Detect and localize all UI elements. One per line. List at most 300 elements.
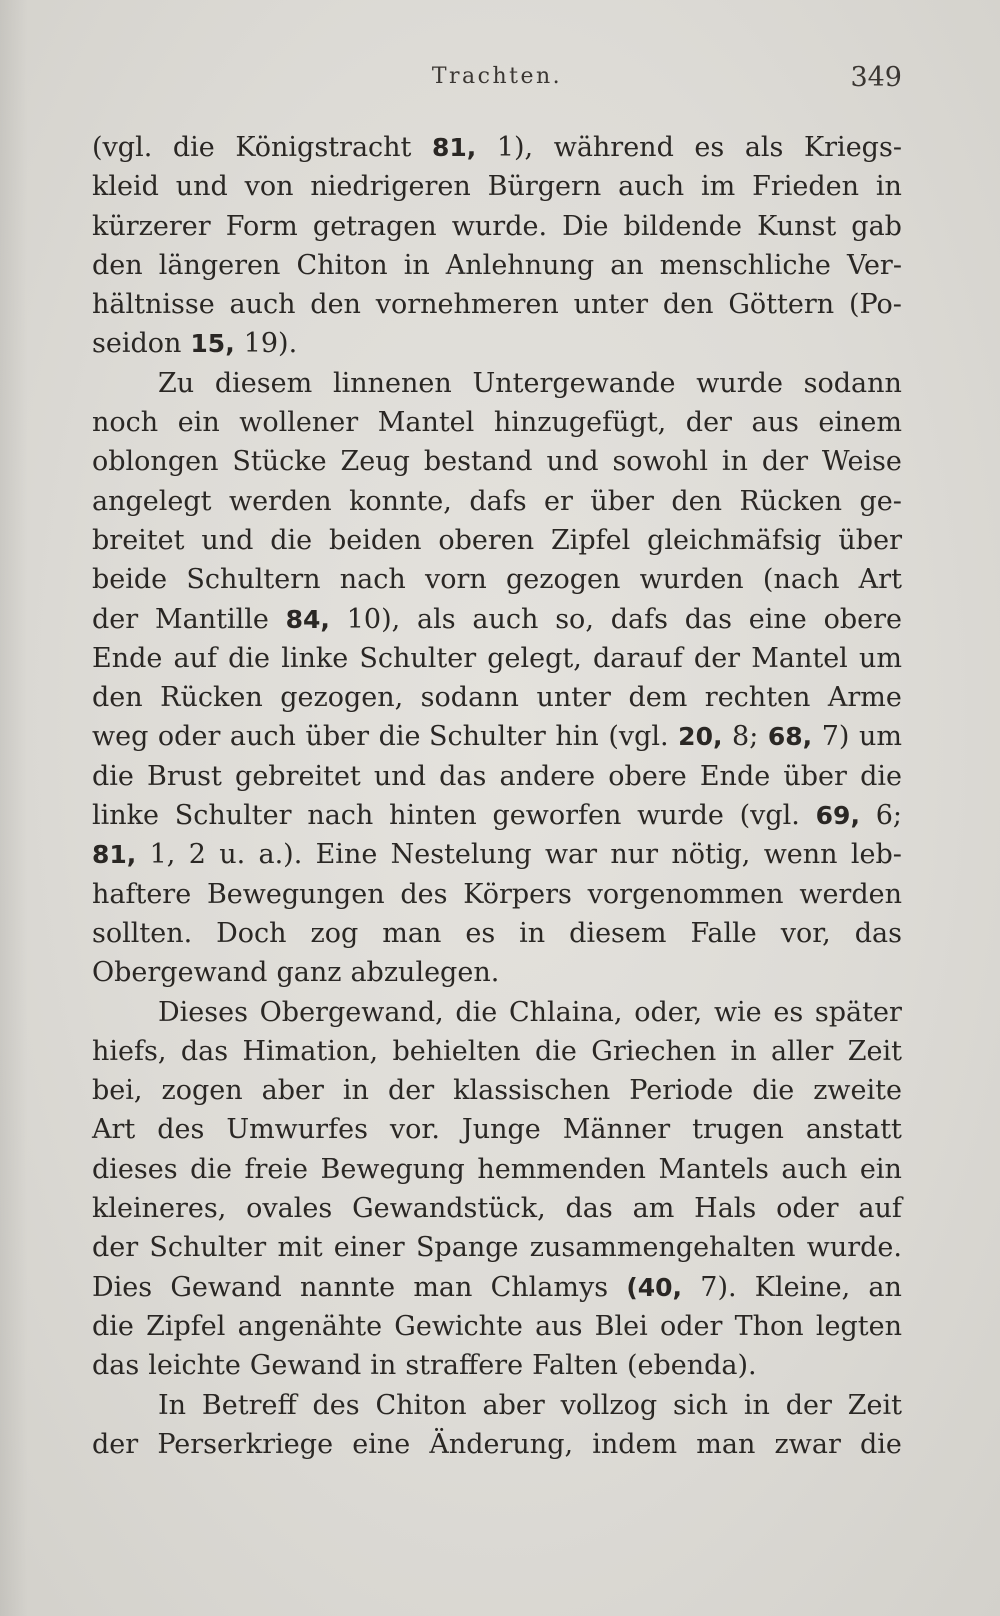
- word: auch: [229, 289, 296, 321]
- word: in: [743, 1389, 770, 1421]
- word: das: [180, 1035, 229, 1067]
- word: die: [172, 132, 215, 163]
- word: einem: [818, 407, 902, 439]
- word: an: [868, 1271, 902, 1303]
- word: gab: [851, 210, 902, 242]
- word: aus: [535, 1310, 583, 1342]
- text-line: [92, 717, 902, 756]
- word: freie: [244, 1153, 309, 1185]
- word: konnte,: [349, 485, 452, 517]
- word: Rücken: [160, 682, 263, 714]
- text-line: [92, 639, 902, 678]
- word: diesem: [569, 917, 667, 949]
- word: Junge: [461, 1114, 541, 1146]
- word: um: [858, 642, 902, 674]
- word: zweite: [813, 1075, 902, 1107]
- word: später: [814, 996, 902, 1028]
- word: von: [244, 171, 294, 203]
- word: die: [752, 1075, 795, 1107]
- word: Blei: [594, 1310, 648, 1342]
- word: eine: [352, 1428, 411, 1460]
- word: oder,: [634, 996, 703, 1028]
- word: 7): [821, 721, 850, 753]
- word: Bewegungen: [206, 878, 385, 910]
- word: nach: [339, 564, 406, 596]
- word: Männer: [562, 1114, 671, 1146]
- word: wenn: [763, 839, 838, 871]
- word: wurde: [637, 800, 724, 832]
- word: der: [92, 1428, 139, 1460]
- word: ein: [859, 1153, 902, 1185]
- word: der: [387, 1075, 435, 1107]
- word: Kunst: [757, 210, 837, 242]
- word: gleichmäfsig: [647, 524, 822, 556]
- word: Dieses: [158, 996, 248, 1028]
- word: in: [342, 1075, 369, 1107]
- word: über: [305, 721, 370, 753]
- word: Bürgern: [487, 171, 602, 203]
- word: (vgl.: [92, 132, 153, 163]
- word: als: [417, 603, 456, 635]
- word: zogen: [161, 1075, 243, 1107]
- word: angenähte: [237, 1310, 383, 1342]
- word: das: [565, 1193, 613, 1225]
- word: 1,: [149, 839, 176, 871]
- word: Ende: [92, 642, 163, 674]
- text-line: [92, 207, 902, 246]
- word: Zipfel: [146, 1310, 226, 1342]
- word: werden: [228, 485, 332, 517]
- figure-reference: 68,: [767, 722, 813, 752]
- word: der: [92, 1232, 139, 1264]
- word: Hals: [694, 1193, 757, 1225]
- text-line: [92, 1307, 902, 1346]
- word: nach: [307, 800, 374, 832]
- word: behielten: [392, 1035, 521, 1067]
- word: hinzugefügt,: [493, 407, 667, 439]
- word: oberen: [438, 524, 535, 556]
- text-line: [92, 1228, 902, 1267]
- word: Schulter: [359, 642, 477, 674]
- body-text: [92, 128, 902, 1464]
- word: kleid: [92, 171, 159, 203]
- word: angelegt: [92, 485, 212, 517]
- text-line: [92, 482, 902, 521]
- word: Umwurfes: [226, 1114, 368, 1146]
- text-line: [92, 403, 902, 442]
- word: Arme: [827, 682, 902, 714]
- word: ein: [177, 407, 220, 439]
- word: (vgl.: [608, 721, 669, 753]
- word: Weise: [821, 446, 902, 478]
- word: (nach: [762, 564, 840, 596]
- page-number: 349: [850, 62, 902, 93]
- word: man: [413, 1271, 473, 1303]
- word: vor.: [389, 1114, 440, 1146]
- word: (vgl.: [739, 800, 800, 832]
- word: Himation,: [242, 1035, 379, 1067]
- word: anstatt: [805, 1114, 902, 1146]
- word: und: [373, 760, 426, 792]
- text-line: [92, 521, 902, 560]
- word: des: [157, 1114, 205, 1146]
- word: auf: [173, 642, 217, 674]
- word: in: [519, 917, 546, 949]
- word: hemmenden: [477, 1153, 646, 1185]
- word: vornehmeren: [375, 289, 559, 321]
- word: des: [312, 1389, 360, 1421]
- word: trugen: [692, 1114, 784, 1146]
- word: indem: [592, 1428, 678, 1460]
- word: Rücken: [739, 485, 843, 517]
- text-line: [92, 442, 902, 481]
- word: Ende: [699, 760, 771, 792]
- word: oblongen: [92, 446, 219, 478]
- word: Gewand: [249, 1350, 362, 1382]
- word: Obergewand,: [259, 996, 444, 1028]
- figure-reference: 69,: [815, 801, 860, 831]
- word: werden: [799, 878, 902, 910]
- word: Mantel: [751, 642, 848, 674]
- word: hin: [555, 721, 599, 753]
- word: oder: [157, 721, 221, 753]
- word: Falle: [690, 917, 757, 949]
- word: Falten: [532, 1350, 618, 1382]
- word: sowohl: [612, 446, 708, 478]
- word: Thon: [734, 1310, 804, 1342]
- running-title: Trachten.: [431, 64, 563, 89]
- word: in: [403, 249, 430, 281]
- word: Chiton: [296, 249, 388, 281]
- word: so,: [555, 603, 594, 635]
- word: die: [534, 1035, 577, 1067]
- word: Gewand: [170, 1271, 282, 1303]
- word: aber: [482, 1389, 545, 1421]
- word: Königstracht: [235, 132, 412, 163]
- word: oder: [776, 1193, 839, 1225]
- word: Göttern: [728, 289, 835, 321]
- word: ovales: [246, 1193, 333, 1225]
- word: Chiton: [375, 1389, 467, 1421]
- word: das: [684, 603, 732, 635]
- word: Chlamys: [490, 1271, 609, 1303]
- word: unter: [573, 289, 649, 321]
- text-line: [92, 1268, 902, 1307]
- text-line: [92, 364, 902, 403]
- word: 7).: [700, 1271, 737, 1303]
- word: über: [590, 485, 654, 517]
- word: 2: [188, 839, 206, 871]
- word: gelegt,: [487, 642, 582, 674]
- word: nannte: [300, 1271, 396, 1303]
- word: rechten: [704, 682, 811, 714]
- text-line: [92, 1386, 902, 1425]
- text-line: [92, 835, 902, 874]
- word: nur: [610, 839, 659, 871]
- word: Spange: [415, 1232, 519, 1264]
- word: war: [544, 839, 598, 871]
- word: obere: [823, 603, 902, 635]
- word: wurden: [639, 564, 744, 596]
- word: in: [370, 1350, 397, 1382]
- word: Periode: [629, 1075, 734, 1107]
- word: in: [730, 1035, 757, 1067]
- word: Gewandstück,: [352, 1193, 546, 1225]
- text-line: [92, 1071, 902, 1110]
- word: gezogen: [506, 564, 621, 596]
- word: wurde: [696, 367, 783, 399]
- word: vor,: [780, 917, 831, 949]
- word: (ebenda).: [626, 1350, 757, 1382]
- word: vorgenommen: [587, 878, 784, 910]
- word: noch: [92, 407, 159, 439]
- word: a.).: [258, 839, 303, 871]
- word: Schulter: [174, 800, 292, 832]
- word: Kleine,: [754, 1271, 851, 1303]
- word: und: [546, 446, 599, 478]
- word: beide: [92, 564, 168, 596]
- text-line: [92, 914, 902, 953]
- text-line: [92, 1150, 902, 1189]
- word: ganz: [276, 957, 342, 989]
- word: Zeit: [847, 1389, 902, 1421]
- word: 6;: [875, 800, 902, 832]
- word: Obergewand: [92, 957, 268, 989]
- word: Griechen: [591, 1035, 717, 1067]
- word: Mantels: [658, 1153, 769, 1185]
- word: den: [671, 485, 723, 517]
- word: Änderung,: [429, 1428, 574, 1460]
- word: längeren: [158, 249, 281, 281]
- word: Stücke: [232, 446, 327, 478]
- word: Schulter: [149, 1232, 267, 1264]
- word: Die: [562, 210, 609, 242]
- word: 19).: [243, 328, 298, 360]
- word: das: [92, 1350, 140, 1382]
- word: Mantille: [154, 603, 269, 635]
- word: obere: [608, 760, 687, 792]
- word: Ver-: [846, 249, 902, 281]
- word: zog: [310, 917, 359, 949]
- text-line: [92, 953, 902, 992]
- word: sollten.: [92, 917, 193, 949]
- word: klassischen: [453, 1075, 611, 1107]
- word: man: [696, 1428, 756, 1460]
- text-line: [92, 1189, 902, 1228]
- word: Betreff: [201, 1389, 297, 1421]
- word: man: [382, 917, 442, 949]
- word: die Schulter: [378, 721, 546, 753]
- word: auch: [472, 603, 539, 635]
- word: es: [694, 132, 725, 163]
- figure-reference: 81,: [431, 133, 477, 162]
- word: Art: [92, 1114, 136, 1146]
- word: abzulegen.: [350, 957, 500, 989]
- word: einer: [333, 1232, 405, 1264]
- word: Brust: [147, 760, 222, 792]
- text-line: [92, 324, 902, 363]
- word: nötig,: [671, 839, 751, 871]
- word: dafs: [469, 485, 527, 517]
- word: das: [439, 760, 487, 792]
- word: im: [701, 171, 736, 203]
- word: wollener: [239, 407, 359, 439]
- text-line: [92, 1425, 902, 1464]
- text-line: [92, 600, 902, 639]
- word: linke: [92, 800, 159, 832]
- word: haftere: [92, 878, 192, 910]
- figure-reference: 81,: [92, 840, 137, 870]
- word: auch: [781, 1153, 848, 1185]
- word: Schultern: [186, 564, 321, 596]
- word: unter: [536, 682, 611, 714]
- word: wurde.: [806, 1232, 902, 1264]
- word: bestand: [423, 446, 533, 478]
- word: und: [175, 171, 228, 203]
- text-line: [92, 246, 902, 285]
- word: den: [92, 682, 143, 714]
- word: Kriegs-: [803, 132, 902, 163]
- word: das: [854, 917, 902, 949]
- word: zusammengehalten: [529, 1232, 796, 1264]
- word: u.: [219, 839, 246, 871]
- text-line: [92, 128, 902, 167]
- word: aus: [751, 407, 799, 439]
- word: des: [400, 878, 448, 910]
- word: vorn: [424, 564, 487, 596]
- word: Chlaina,: [509, 996, 623, 1028]
- text-line: [92, 757, 902, 796]
- word: vollzog: [560, 1389, 658, 1421]
- word: und: [201, 524, 254, 556]
- word: kleineres,: [92, 1193, 227, 1225]
- word: den: [310, 289, 361, 321]
- word: beiden: [328, 524, 422, 556]
- word: den: [662, 289, 714, 321]
- word: Anlehnung: [445, 249, 595, 281]
- word: aber: [261, 1075, 324, 1107]
- word: die: [455, 996, 498, 1028]
- text-line: [92, 796, 902, 835]
- word: linke: [281, 642, 349, 674]
- word: Zeit: [847, 1035, 902, 1067]
- word: 8;: [732, 721, 759, 753]
- word: den: [92, 249, 143, 281]
- word: straffere: [405, 1350, 524, 1382]
- word: geworfen: [492, 800, 622, 832]
- word: der: [785, 1389, 832, 1421]
- word: Form: [225, 210, 298, 242]
- word: der: [92, 603, 139, 635]
- text-line: [92, 1110, 902, 1149]
- word: eine: [748, 603, 807, 635]
- word: es: [465, 917, 496, 949]
- text-line: [92, 285, 902, 324]
- word: bei,: [92, 1075, 143, 1107]
- word: sodann: [803, 367, 902, 399]
- word: aller: [771, 1035, 834, 1067]
- word: oder: [659, 1310, 723, 1342]
- word: getragen: [312, 210, 437, 242]
- word: kürzerer: [92, 210, 211, 242]
- word: die: [228, 642, 271, 674]
- word: um: [858, 721, 902, 753]
- word: in: [721, 446, 748, 478]
- word: wurde.: [451, 210, 548, 242]
- word: über: [783, 760, 847, 792]
- word: die: [860, 760, 902, 792]
- word: Eine: [315, 839, 378, 871]
- word: Zipfel: [550, 524, 631, 556]
- word: er: [544, 485, 573, 517]
- word: gezogen,: [280, 682, 404, 714]
- text-line: [92, 1032, 902, 1071]
- running-head: [92, 58, 902, 98]
- word: hiefs,: [92, 1035, 167, 1067]
- word: dafs: [610, 603, 668, 635]
- word: Frieden: [752, 171, 860, 203]
- word: der: [685, 407, 732, 439]
- word: über: [838, 524, 902, 556]
- word: Bewegung: [320, 1153, 465, 1185]
- figure-reference: 84,: [285, 604, 330, 634]
- word: Zu: [158, 367, 195, 399]
- word: Dies: [92, 1271, 153, 1303]
- word: auf: [858, 1193, 902, 1225]
- word: der: [693, 642, 741, 674]
- word: linnenen: [332, 367, 452, 399]
- figure-reference: 20,: [678, 722, 723, 752]
- word: Art: [858, 564, 902, 596]
- word: legten: [815, 1310, 902, 1342]
- word: ge-: [859, 485, 902, 517]
- word: in: [875, 171, 902, 203]
- word: breitet: [92, 524, 185, 556]
- word: leb-: [850, 839, 902, 871]
- word: am: [632, 1193, 675, 1225]
- text-line: [92, 678, 902, 717]
- word: bildende: [623, 210, 743, 242]
- word: zwar: [774, 1428, 841, 1460]
- word: (Po-: [848, 289, 902, 321]
- word: niedrigeren: [310, 171, 471, 203]
- word: während: [553, 132, 674, 163]
- word: sodann: [420, 682, 519, 714]
- word: der: [761, 446, 808, 478]
- word: dem: [628, 682, 688, 714]
- word: Doch: [216, 917, 287, 949]
- text-line: [92, 560, 902, 599]
- word: In: [158, 1389, 187, 1421]
- word: diesem: [214, 367, 313, 399]
- word: darauf: [592, 642, 683, 674]
- word: als: [744, 132, 784, 163]
- word: 10),: [346, 603, 401, 635]
- word: die: [190, 1153, 233, 1185]
- word: die: [270, 524, 313, 556]
- word: weg: [92, 721, 149, 753]
- word: wie: [713, 996, 762, 1028]
- word: andere: [499, 760, 596, 792]
- word: leichte: [148, 1350, 241, 1382]
- word: Mantel: [377, 407, 475, 439]
- word: menschliche: [659, 249, 831, 281]
- word: dieses: [92, 1153, 178, 1185]
- text-line: [92, 875, 902, 914]
- word: seidon: [92, 328, 182, 360]
- word: die: [92, 1310, 134, 1342]
- word: Gewichte: [394, 1310, 523, 1342]
